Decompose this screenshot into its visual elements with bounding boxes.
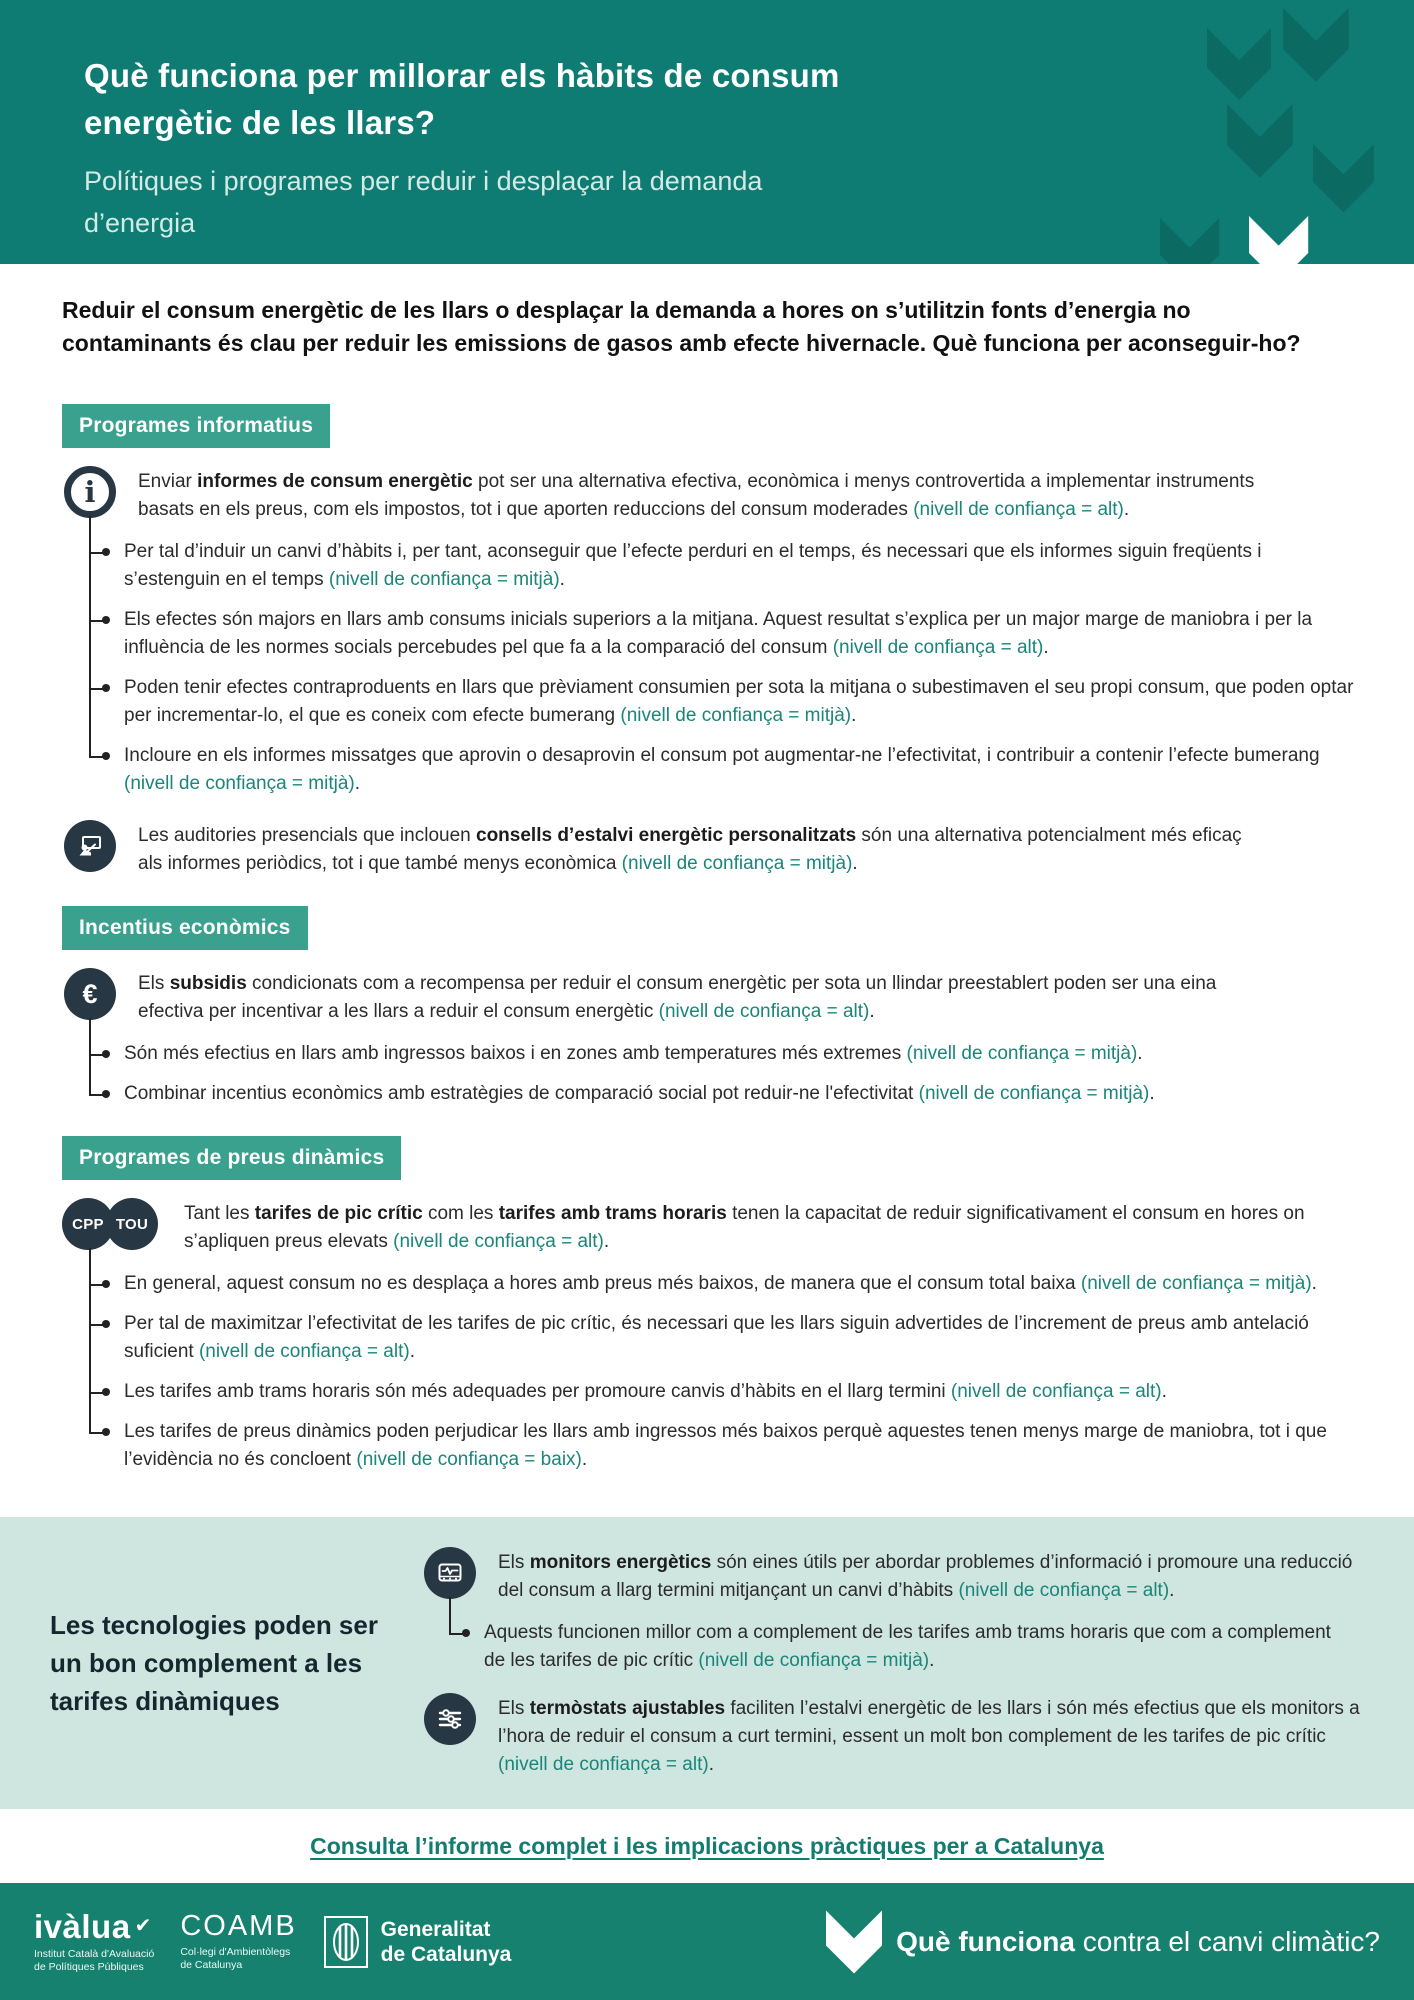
- finding-text: Enviar informes de consum energètic pot ser una alternativa efectiva, econòmica i menys controvertida a implementar instruments basats en els preus, com els impostos, tot i que aporten reduccions del consum moderades (nivell de confiança = alt).: [138, 471, 1255, 520]
- bullet-item: [62, 1310, 1358, 1366]
- que-funciona-arrow-icon: [826, 1909, 882, 1975]
- generalitat-wordmark: Generalitat de Catalunya: [380, 1917, 512, 1966]
- info-icon: i: [64, 466, 116, 518]
- cpp-icon: CPP: [62, 1198, 114, 1250]
- energy-monitor-icon: [424, 1547, 476, 1599]
- tou-icon: TOU: [106, 1198, 158, 1250]
- bullet-text: Incloure en els informes missatges que aprovin o desaprovin el consum pot augmentar-ne l’efectivitat, i contribuir a contenir l’efecte bumerang (nivell de confiança = mitjà).: [124, 745, 1320, 794]
- bullet-item: [62, 606, 1358, 662]
- bullet-text: Són més efectius en llars amb ingressos baixos i en zones amb temperatures més extremes (nivell de confiança = mitjà).: [124, 1043, 1143, 1064]
- bullet-dot: [102, 1320, 110, 1328]
- finding-text: Els subsidis condicionats com a recompensa per reduir el consum energètic per sota un llindar preestablert poden ser una eina efectiva per incentivar a les llars a reduir el consum energètic (nivell de confiança = alt).: [138, 973, 1217, 1022]
- intro-text: Reduir el consum energètic de les llars o desplaçar la demanda a hores on s’utilitzin fonts d’energia no contaminants és clau per reduir les emissions de gasos amb efecte hivernacle. Què funciona per aconseguir-ho?: [62, 297, 1301, 356]
- coamb-logo: [180, 1909, 297, 1972]
- bullet-item: [62, 742, 1358, 798]
- bullet-dot: [102, 1388, 110, 1396]
- finding-text: Les auditories presencials que inclouen consells d’estalvi energètic personalitzats són una alternativa potencialment més eficaç als informes periòdics, tot i que també menys econòmica (nivell de confiança = mitjà).: [138, 825, 1242, 874]
- ivalua-tagline: Institut Català d'Avaluació de Polítiques Públiques: [34, 1947, 155, 1973]
- bullet-item: [62, 1378, 1358, 1406]
- technology-items: [422, 1547, 1366, 1779]
- bullet-dot: [102, 752, 110, 760]
- header: [0, 0, 1414, 264]
- check-icon: ✔: [134, 1914, 152, 1937]
- tariff-icons: [62, 1198, 158, 1250]
- finding-bullets: [422, 1619, 1366, 1675]
- finding-text: Els monitors energètics són eines útils per abordar problemes d’informació i promoure una reducció del consum a llarg termini mitjançant un canvi d’hàbits (nivell de confiança = alt).: [498, 1552, 1353, 1601]
- page-subtitle: Polítiques i programes per reduir i desplaçar la demanda d’energia: [84, 166, 763, 238]
- partner-logos: [34, 1907, 537, 1974]
- badge-preus-dinamics: Programes de preus dinàmics: [62, 1136, 401, 1180]
- bullet-text: Les tarifes amb trams horaris són més adequades per promoure canvis d’hàbits en el llarg termini (nivell de confiança = alt).: [124, 1381, 1167, 1402]
- bullet-text: Els efectes són majors en llars amb consums inicials superiors a la mitjana. Aquest resultat s’explica per un major marge de maniobra i per la influència de les normes socials percebudes pel que fa a la comparació del consum (nivell de confiança = alt).: [124, 609, 1313, 658]
- bullet-text: Aquests funcionen millor com a complement de les tarifes amb trams horaris que com a complement de les tarifes de pic crític (nivell de confiança = mitjà).: [484, 1622, 1331, 1671]
- finding-block-informes: [62, 466, 1358, 798]
- full-report-link[interactable]: Consulta l’informe complet i les implicacions pràctiques per a Catalunya: [310, 1832, 1104, 1859]
- finding-text: Els termòstats ajustables faciliten l’estalvi energètic de les llars i són més efectius que els monitors a l’hora de reduir el consum a curt termini, essent un molt bon complement de les tarifes de pic crític (nivell de confiança = alt).: [498, 1698, 1360, 1775]
- coamb-wordmark: COAMB: [180, 1909, 297, 1942]
- finding-bullets: [62, 1270, 1358, 1474]
- page-title: Què funciona per millorar els hàbits de consum energètic de les llars?: [84, 57, 840, 141]
- technology-section: [0, 1517, 1414, 1809]
- finding-block-auditories: [62, 820, 1358, 878]
- bullet-text: Per tal d’induir un canvi d’hàbits i, per tant, aconseguir que l’efecte perduri en el temps, és necessari que els informes siguin freqüents i s’estenguin en el temps (nivell de confiança = mitjà).: [124, 541, 1262, 590]
- bullet-item: [62, 1270, 1358, 1298]
- finding-bullets: [62, 1040, 1358, 1108]
- generalitat-shield-icon: [323, 1915, 369, 1969]
- bullet-dot: [462, 1629, 470, 1637]
- finding-block-termostats: [422, 1693, 1366, 1779]
- bullet-text: Combinar incentius econòmics amb estratègies de comparació social pot reduir-ne l'efectivitat (nivell de confiança = mitjà).: [124, 1083, 1155, 1104]
- finding-block-monitors: [422, 1547, 1366, 1675]
- generalitat-logo: [323, 1915, 512, 1969]
- bullet-item: [62, 1040, 1358, 1068]
- audit-presentation-icon: [64, 820, 116, 872]
- bullet-dot: [102, 1090, 110, 1098]
- bullet-dot: [102, 1428, 110, 1436]
- bullet-item: [422, 1619, 1352, 1675]
- technology-heading: Les tecnologies poden ser un bon complement a les tarifes dinàmiques: [50, 1610, 378, 1716]
- finding-text: Tant les tarifes de pic crític com les tarifes amb trams horaris tenen la capacitat de reduir significativament el consum en hores on s’apliquen preus elevats (nivell de confiança = alt).: [184, 1203, 1305, 1252]
- report-link-strip: [0, 1809, 1414, 1883]
- bullet-item: [62, 674, 1358, 730]
- bullet-text: En general, aquest consum no es desplaça a hores amb preus més baixos, de manera que el consum total baixa (nivell de confiança = mitjà).: [124, 1273, 1317, 1294]
- footer: [0, 1883, 1414, 2000]
- finding-bullets: [62, 538, 1358, 798]
- thermostat-sliders-icon: [424, 1693, 476, 1745]
- ivalua-logo: [34, 1907, 155, 1974]
- finding-block-subsidis: [62, 968, 1358, 1108]
- bullet-item: [62, 1418, 1358, 1474]
- bullet-text: Les tarifes de preus dinàmics poden perjudicar les llars amb ingressos més baixos perquè aquestes tenen menys marge de maniobra, tot i que l’evidència no és concloent (nivell de confiança = baix).: [124, 1421, 1327, 1470]
- bullet-item: [62, 538, 1358, 594]
- campaign-text: Què funciona contra el canvi climàtic?: [896, 1925, 1380, 1957]
- main-content: [0, 264, 1414, 1517]
- coamb-tagline: Col·legi d'Ambientòlegs de Catalunya: [180, 1945, 291, 1971]
- badge-incentius-economics: Incentius econòmics: [62, 906, 308, 950]
- ivalua-wordmark: ivàlua: [34, 1907, 131, 1945]
- bullet-text: Poden tenir efectes contraproduents en llars que prèviament consumien per sota la mitjana o subestimaven el seu propi consum, que poden optar per incrementar-lo, el que es coneix com efecte bumerang (nivell de confiança = mitjà).: [124, 677, 1354, 726]
- bullet-dot: [102, 1050, 110, 1058]
- badge-programes-informatius: Programes informatius: [62, 404, 330, 448]
- bullet-item: [62, 1080, 1358, 1108]
- bullet-dot: [102, 548, 110, 556]
- bullet-text: Per tal de maximitzar l’efectivitat de les tarifes de pic crític, és necessari que les llars siguin advertides de l’increment de preus amb antelació suficient (nivell de confiança = alt).: [124, 1313, 1309, 1362]
- euro-icon: €: [64, 968, 116, 1020]
- bullet-dot: [102, 684, 110, 692]
- finding-block-tarifes: [62, 1198, 1358, 1474]
- bullet-dot: [102, 616, 110, 624]
- campaign-logo: [826, 1909, 1380, 1975]
- bullet-dot: [102, 1280, 110, 1288]
